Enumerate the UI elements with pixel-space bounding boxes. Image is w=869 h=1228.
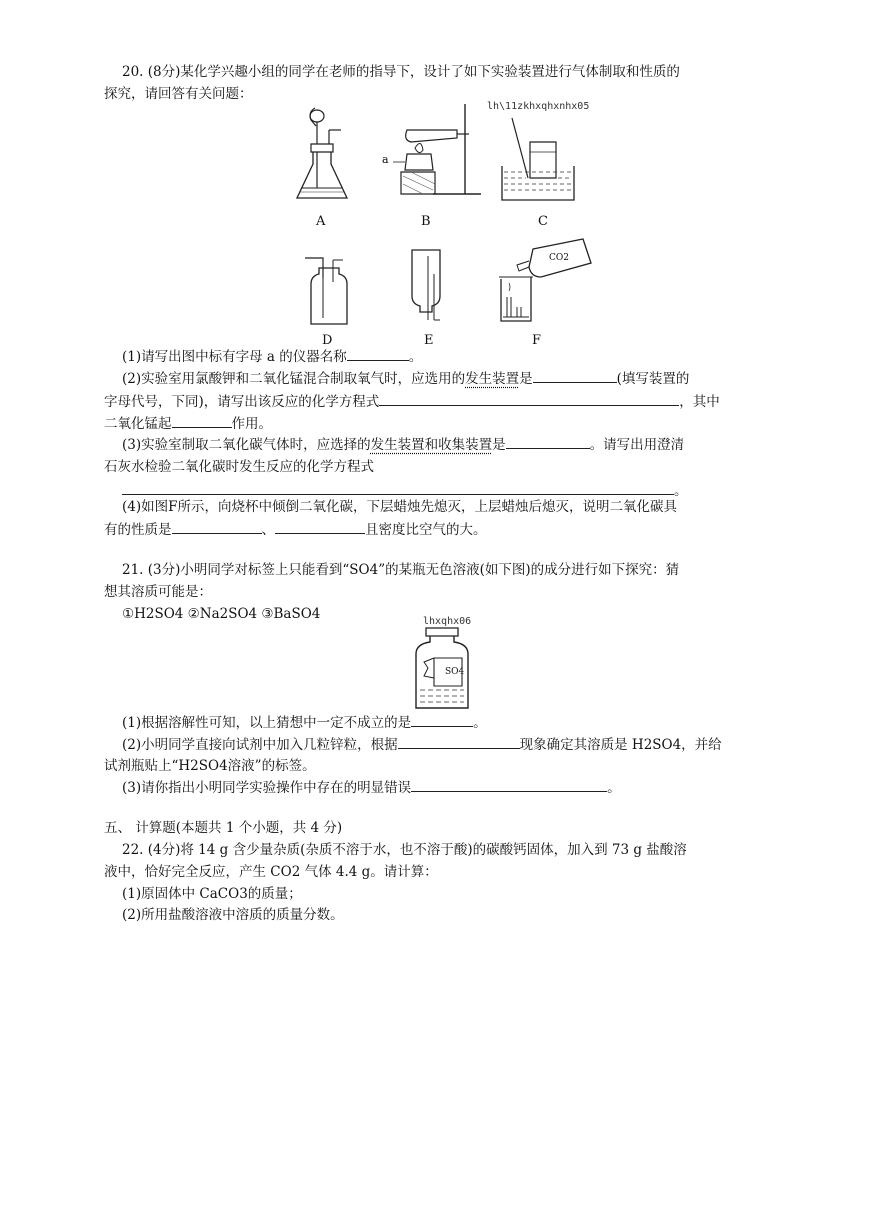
apparatus-a-flask-figure xyxy=(293,108,353,208)
q20-part4-text-b: 、 xyxy=(261,522,275,538)
q20-part2-text-d: 字母代号，下同)，请写出该反应的化学方程式 xyxy=(104,394,380,410)
q21-part1-end: 。 xyxy=(473,715,487,731)
label-instrument-a: a xyxy=(382,153,389,166)
section5-title: 五、 计算题(本题共 1 个小题，共 4 分) xyxy=(104,820,343,836)
q21-part3-text: (3)请你指出小明同学实验操作中存在的明显错误 xyxy=(122,780,412,796)
q20-part4-blank-1[interactable] xyxy=(172,519,262,534)
q20-part4-blank-2[interactable] xyxy=(275,519,365,534)
q21-part2-blank[interactable] xyxy=(398,734,520,749)
q20-part1-blank[interactable] xyxy=(347,346,409,361)
label-e: E xyxy=(424,333,434,348)
reagent-label-so4: SO4 xyxy=(445,667,465,677)
q20-part4-text-a: 有的性质是 xyxy=(104,522,172,538)
q21-part1 xyxy=(122,712,487,733)
q20-part2-line3 xyxy=(104,413,272,434)
q20-part2-text-b: 是 xyxy=(519,371,533,387)
q20-part2-blank-device[interactable] xyxy=(533,368,617,383)
q22-part1: (1)原固体中 CaCO3的质量； xyxy=(122,886,302,902)
apparatus-b-heating-figure xyxy=(393,100,483,200)
q20-part3-line1 xyxy=(122,434,684,455)
apparatus-e-bottle-figure xyxy=(410,248,450,328)
q20-part2-blank-role[interactable] xyxy=(172,413,232,428)
apparatus-d-bottle-figure xyxy=(303,248,353,328)
q20-part3-line2: 石灰水检验二氧化碳时发生反应的化学方程式 xyxy=(104,459,374,475)
q20-part1-end: 。 xyxy=(408,349,423,365)
q21-intro-line2: 想其溶质可能是： xyxy=(104,584,212,600)
q20-part2-text-e: ，其中 xyxy=(679,394,720,410)
q21-part1-blank[interactable] xyxy=(411,712,473,727)
q20-part4-text-c: 且密度比空气的大。 xyxy=(365,522,487,538)
q20-part2-line1 xyxy=(122,368,689,389)
q20-part1-text: (1)请写出图中标有字母 a 的仪器名称 xyxy=(122,349,347,365)
q20-part3-blank-equation[interactable] xyxy=(122,480,674,495)
q20-figure-code: lh\11zkhxqhxnhx05 xyxy=(487,101,590,112)
q20-part2-text-g: 作用。 xyxy=(231,416,272,432)
q20-part3-text-b: 是 xyxy=(492,437,506,453)
q20-part2-text-f: 二氧化锰起 xyxy=(104,416,172,432)
q21-figure-code: lhxqhx06 xyxy=(423,616,472,627)
q20-part2-emphasis: 发生装置 xyxy=(465,371,520,387)
q20-part3-emphasis: 发生装置和收集装置 xyxy=(370,437,493,453)
q20-part3-blank-devices[interactable] xyxy=(506,434,590,449)
q21-part1-text: (1)根据溶解性可知，以上猜想中一定不成立的是 xyxy=(122,715,412,731)
q20-intro-line1: 20. (8分)某化学兴趣小组的同学在老师的指导下，设计了如下实验装置进行气体制取和性质的 xyxy=(122,64,680,80)
q20-part4-line2 xyxy=(104,519,487,540)
q20-part3-text-a: (3)实验室制取二氧化碳气体时，应选择的 xyxy=(122,437,371,453)
q21-part2-line2: 试剂瓶贴上“H2SO4溶液”的标签。 xyxy=(104,758,316,774)
label-a: A xyxy=(316,214,326,229)
q22-intro-line1: 22. (4分)将 14 g 含少量杂质(杂质不溶于水，也不溶于酸)的碳酸钙固体，加入到 73 g 盐酸溶 xyxy=(122,842,687,858)
q22-intro-line2: 液中，恰好完全反应，产生 CO2 气体 4.4 g。请计算： xyxy=(104,864,438,880)
q21-intro-line1: 21. (3分)小明同学对标签上只能看到“SO4”的某瓶无色溶液(如下图)的成分进行如下探究：猜 xyxy=(122,562,680,578)
q21-part2-line1 xyxy=(122,734,722,755)
label-c: C xyxy=(538,214,548,229)
q21-part2-text-a: (2)小明同学直接向试剂中加入几粒锌粒，根据 xyxy=(122,737,398,753)
q20-part2-text-a: (2)实验室用氯酸钾和二氧化锰混合制取氧气时，应选用的 xyxy=(122,371,466,387)
q22-part2: (2)所用盐酸溶液中溶质的质量分数。 xyxy=(122,907,344,923)
label-b: B xyxy=(421,214,431,229)
q20-part1 xyxy=(122,346,422,367)
q20-part2-blank-equation[interactable] xyxy=(379,391,679,406)
q20-part3-end: 。 xyxy=(674,483,688,499)
q20-intro-line2: 探究，请回答有关问题： xyxy=(104,86,253,102)
q21-part3-end: 。 xyxy=(607,780,621,796)
apparatus-c-water-trough-figure xyxy=(502,118,574,204)
q21-part2-text-b: 现象确定其溶质是 H2SO4，并给 xyxy=(519,737,722,753)
q21-part3 xyxy=(122,777,621,798)
q21-part3-blank[interactable] xyxy=(411,777,607,792)
label-f: F xyxy=(532,333,542,348)
q20-part4-line1: (4)如图F所示，向烧杯中倾倒二氧化碳，下层蜡烛先熄灭，上层蜡烛后熄灭，说明二氧化碳具 xyxy=(122,499,677,515)
q20-part2-text-c: (填写装置的 xyxy=(616,371,690,387)
q20-part2-line2 xyxy=(104,391,720,412)
label-d: D xyxy=(322,333,333,348)
q21-options: ①H2SO4 ②Na2SO4 ③BaSO4 xyxy=(122,606,321,622)
label-co2-bottle: CO2 xyxy=(549,253,569,263)
apparatus-f-co2-candles-figure xyxy=(495,237,595,327)
q20-part3-text-c: 。请写出用澄清 xyxy=(589,437,685,453)
